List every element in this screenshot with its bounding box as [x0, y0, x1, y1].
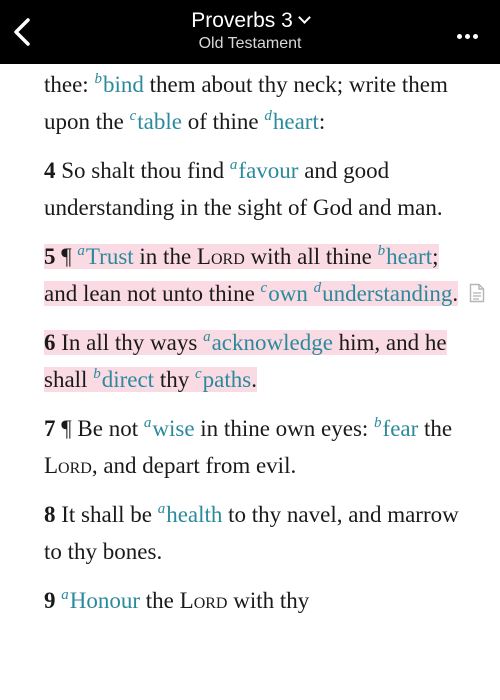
lord-text: Lord	[196, 244, 245, 269]
cross-reference-link[interactable]: Honour	[69, 588, 141, 613]
verse-number: 8	[44, 502, 56, 527]
footnote-marker[interactable]: a	[61, 587, 69, 603]
highlight: 6 In all thy ways $^a$acknowledge him, and he shall $^b$direct thy $^c$paths.	[44, 329, 447, 392]
footnote-marker[interactable]: d	[313, 280, 322, 296]
footnote-marker[interactable]: a	[157, 501, 166, 517]
note-icon[interactable]	[469, 283, 485, 303]
lord-text: Lord	[44, 453, 92, 478]
chevron-down-icon	[298, 11, 311, 24]
cross-reference-link[interactable]: favour	[238, 158, 299, 183]
cross-reference-link[interactable]: bind	[102, 72, 144, 97]
verse-number: 4	[44, 158, 56, 183]
chapter-selector[interactable]	[0, 8, 500, 54]
footnote-marker[interactable]: a	[203, 329, 211, 345]
footnote-marker[interactable]: d	[264, 108, 272, 124]
footnote-marker[interactable]: c	[129, 108, 137, 124]
cross-reference-link[interactable]: heart	[386, 244, 433, 269]
cross-reference-link[interactable]: table	[137, 109, 182, 134]
verse-number: 7	[44, 416, 56, 441]
more-horizontal-icon	[457, 34, 462, 39]
verse-8[interactable]: 8 It shall be $^a$health to thy navel, and marrow to thy bones.	[44, 501, 459, 564]
cross-reference-link[interactable]: heart	[272, 109, 319, 134]
cross-reference-link[interactable]: acknowledge	[211, 330, 333, 355]
verse-7[interactable]: 7 ¶ Be not $^a$wise in thine own eyes: $^b$fear the Lord, and depart from evil.	[44, 415, 453, 478]
more-button[interactable]	[454, 23, 478, 41]
footnote-marker[interactable]: b	[377, 243, 386, 259]
page-subtitle: Old Testament	[198, 35, 302, 52]
top-bar	[0, 0, 500, 64]
verse-partial[interactable]: thee: $^b$bind them about thy neck; write them upon the $^c$table of thine $^d$heart:	[44, 71, 448, 134]
footnote-marker[interactable]: c	[194, 366, 202, 382]
page-title: Proverbs 3	[191, 9, 293, 32]
cross-reference-link[interactable]: wise	[152, 416, 195, 441]
cross-reference-link[interactable]: Trust	[85, 244, 134, 269]
verse-number: 6	[44, 330, 56, 355]
highlight: 5 ¶ $^a$Trust in the Lord with all thine $^b$heart; and lean not unto thine $^c$own $^d$understanding.	[44, 243, 459, 306]
verse-6[interactable]	[44, 324, 464, 398]
verse-5[interactable]	[44, 238, 464, 312]
cross-reference-link[interactable]: fear	[382, 416, 419, 441]
cross-reference-link[interactable]: paths	[202, 367, 252, 392]
cross-reference-link[interactable]: health	[166, 502, 223, 527]
verse-9[interactable]: 9 $^a$Honour the Lord with thy	[44, 587, 310, 613]
cross-reference-link[interactable]: own	[268, 281, 308, 306]
verse-number: 5	[44, 244, 56, 269]
pilcrow: ¶	[55, 416, 78, 441]
footnote-marker[interactable]: a	[143, 415, 152, 431]
footnote-marker[interactable]: c	[260, 280, 268, 296]
cross-reference-link[interactable]: direct	[101, 367, 155, 392]
verse-number: 9	[44, 588, 56, 613]
footnote-marker[interactable]: b	[93, 366, 101, 382]
footnote-marker[interactable]: a	[229, 157, 238, 173]
reader-content	[44, 64, 464, 619]
footnote-marker[interactable]: a	[77, 243, 85, 259]
verse-4[interactable]: 4 So shalt thou find $^a$favour and good understanding in the sight of God and man.	[44, 157, 443, 220]
footnote-marker[interactable]: b	[374, 415, 382, 431]
lord-text: Lord	[179, 588, 228, 613]
pilcrow: ¶	[55, 244, 78, 269]
footnote-marker[interactable]: b	[94, 71, 102, 87]
cross-reference-link[interactable]: understanding	[322, 281, 453, 306]
